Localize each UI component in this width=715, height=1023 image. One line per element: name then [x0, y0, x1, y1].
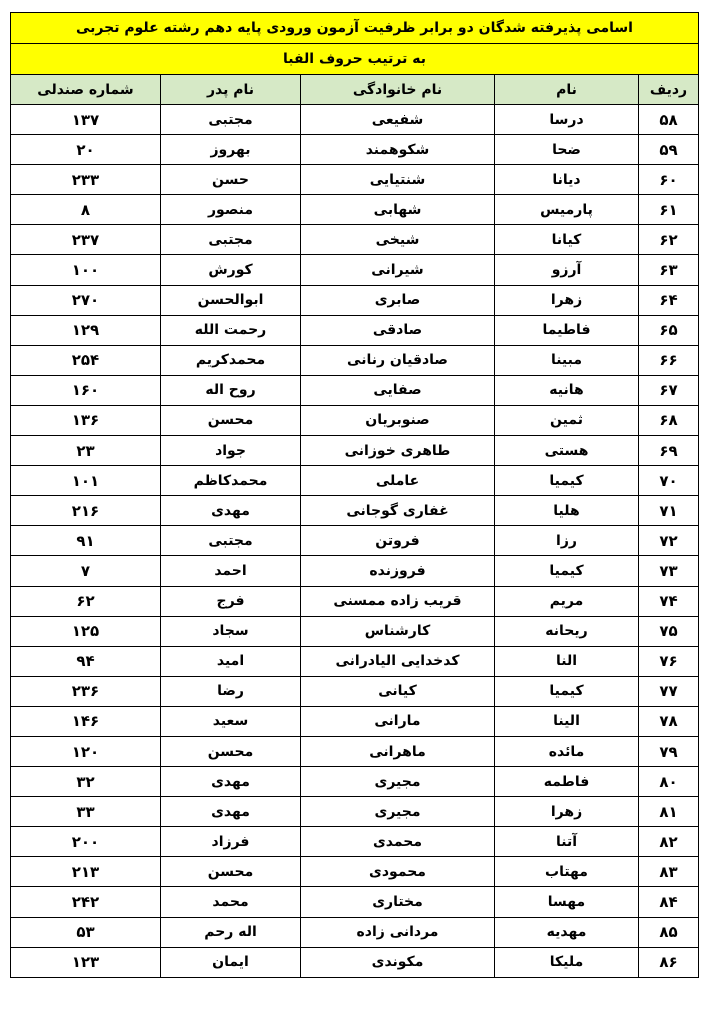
- last-name-cell: شنتیایی: [301, 165, 495, 195]
- header-last-name: نام خانوادگی: [301, 75, 495, 105]
- seat-number-cell: ۲۱۶: [10, 496, 160, 526]
- table-row: [10, 195, 698, 225]
- seat-number-cell: ۲۷۰: [10, 285, 160, 315]
- first-name-cell: فاطمه: [495, 767, 639, 797]
- title-line-1: اسامی پذیرفته شدگان دو برابر ظرفیت آزمون ورودی پایه دهم رشته علوم تجربی: [10, 13, 698, 44]
- rank-cell: ۸۲: [639, 827, 699, 857]
- first-name-cell: مهتاب: [495, 857, 639, 887]
- first-name-cell: مبینا: [495, 345, 639, 375]
- first-name-cell: پارمیس: [495, 195, 639, 225]
- seat-number-cell: ۲۳۳: [10, 165, 160, 195]
- seat-number-cell: ۲۴۲: [10, 887, 160, 917]
- last-name-cell: شیرانی: [301, 255, 495, 285]
- admission-table: [10, 12, 699, 978]
- last-name-cell: عاملی: [301, 466, 495, 496]
- table-row: [10, 105, 698, 135]
- seat-number-cell: ۱۲۵: [10, 616, 160, 646]
- last-name-cell: قریب زاده ممسنی: [301, 586, 495, 616]
- rank-cell: ۶۷: [639, 375, 699, 405]
- seat-number-cell: ۲۱۳: [10, 857, 160, 887]
- rank-cell: ۸۶: [639, 947, 699, 977]
- father-name-cell: سعید: [161, 706, 301, 736]
- last-name-cell: کدخدایی الیادرانی: [301, 646, 495, 676]
- rank-cell: ۶۳: [639, 255, 699, 285]
- table-row: [10, 827, 698, 857]
- header-first-name: نام: [495, 75, 639, 105]
- father-name-cell: ابوالحسن: [161, 285, 301, 315]
- rank-cell: ۶۶: [639, 345, 699, 375]
- last-name-cell: شفیعی: [301, 105, 495, 135]
- father-name-cell: جواد: [161, 436, 301, 466]
- last-name-cell: مکوندی: [301, 947, 495, 977]
- rank-cell: ۷۳: [639, 556, 699, 586]
- table-row: [10, 917, 698, 947]
- last-name-cell: محمدی: [301, 827, 495, 857]
- table-body: [10, 105, 698, 978]
- table-row: [10, 496, 698, 526]
- rank-cell: ۷۸: [639, 706, 699, 736]
- father-name-cell: فرج: [161, 586, 301, 616]
- last-name-cell: مجیری: [301, 767, 495, 797]
- rank-cell: ۸۳: [639, 857, 699, 887]
- rank-cell: ۵۸: [639, 105, 699, 135]
- first-name-cell: مریم: [495, 586, 639, 616]
- last-name-cell: فروزنده: [301, 556, 495, 586]
- father-name-cell: ایمان: [161, 947, 301, 977]
- last-name-cell: مردانی زاده: [301, 917, 495, 947]
- header-father-name: نام پدر: [161, 75, 301, 105]
- seat-number-cell: ۹۴: [10, 646, 160, 676]
- first-name-cell: کیمیا: [495, 556, 639, 586]
- first-name-cell: ملیکا: [495, 947, 639, 977]
- first-name-cell: زهرا: [495, 797, 639, 827]
- father-name-cell: محسن: [161, 736, 301, 766]
- seat-number-cell: ۵۳: [10, 917, 160, 947]
- table-row: [10, 526, 698, 556]
- first-name-cell: آرزو: [495, 255, 639, 285]
- seat-number-cell: ۱۳۶: [10, 405, 160, 435]
- father-name-cell: بهروز: [161, 135, 301, 165]
- father-name-cell: مهدی: [161, 797, 301, 827]
- rank-cell: ۸۰: [639, 767, 699, 797]
- seat-number-cell: ۲۰: [10, 135, 160, 165]
- father-name-cell: رضا: [161, 676, 301, 706]
- seat-number-cell: ۲۳: [10, 436, 160, 466]
- last-name-cell: شکوهمند: [301, 135, 495, 165]
- first-name-cell: کیمیا: [495, 466, 639, 496]
- table-row: [10, 135, 698, 165]
- first-name-cell: مهسا: [495, 887, 639, 917]
- last-name-cell: کیانی: [301, 676, 495, 706]
- father-name-cell: مجتبی: [161, 105, 301, 135]
- table-row: [10, 947, 698, 977]
- father-name-cell: امید: [161, 646, 301, 676]
- first-name-cell: النا: [495, 646, 639, 676]
- first-name-cell: هستی: [495, 436, 639, 466]
- father-name-cell: منصور: [161, 195, 301, 225]
- table-row: [10, 225, 698, 255]
- first-name-cell: هلیا: [495, 496, 639, 526]
- last-name-cell: مارانی: [301, 706, 495, 736]
- last-name-cell: محمودی: [301, 857, 495, 887]
- last-name-cell: شیخی: [301, 225, 495, 255]
- last-name-cell: غفاری گوجانی: [301, 496, 495, 526]
- first-name-cell: مائده: [495, 736, 639, 766]
- first-name-cell: کیانا: [495, 225, 639, 255]
- seat-number-cell: ۲۵۴: [10, 345, 160, 375]
- last-name-cell: کارشناس: [301, 616, 495, 646]
- rank-cell: ۷۱: [639, 496, 699, 526]
- seat-number-cell: ۲۰۰: [10, 827, 160, 857]
- table-row: [10, 255, 698, 285]
- seat-number-cell: ۱۶۰: [10, 375, 160, 405]
- table-row: [10, 646, 698, 676]
- seat-number-cell: ۱۴۶: [10, 706, 160, 736]
- rank-cell: ۶۹: [639, 436, 699, 466]
- first-name-cell: درسا: [495, 105, 639, 135]
- table-row: [10, 345, 698, 375]
- seat-number-cell: ۱۲۳: [10, 947, 160, 977]
- seat-number-cell: ۳۳: [10, 797, 160, 827]
- first-name-cell: ریحانه: [495, 616, 639, 646]
- rank-cell: ۶۴: [639, 285, 699, 315]
- header-row: [10, 75, 698, 105]
- seat-number-cell: ۱۲۹: [10, 315, 160, 345]
- table-row: [10, 315, 698, 345]
- rank-cell: ۸۱: [639, 797, 699, 827]
- rank-cell: ۶۲: [639, 225, 699, 255]
- table-row: [10, 616, 698, 646]
- rank-cell: ۶۵: [639, 315, 699, 345]
- father-name-cell: کورش: [161, 255, 301, 285]
- first-name-cell: زهرا: [495, 285, 639, 315]
- rank-cell: ۷۹: [639, 736, 699, 766]
- last-name-cell: ماهرانی: [301, 736, 495, 766]
- rank-cell: ۷۴: [639, 586, 699, 616]
- table-row: [10, 797, 698, 827]
- table-row: [10, 556, 698, 586]
- rank-cell: ۶۸: [639, 405, 699, 435]
- father-name-cell: مهدی: [161, 496, 301, 526]
- seat-number-cell: ۱۰۱: [10, 466, 160, 496]
- first-name-cell: مهدیه: [495, 917, 639, 947]
- father-name-cell: محسن: [161, 405, 301, 435]
- last-name-cell: صنوبریان: [301, 405, 495, 435]
- table-row: [10, 736, 698, 766]
- table-row: [10, 405, 698, 435]
- header-seat-number: شماره صندلی: [10, 75, 160, 105]
- last-name-cell: مختاری: [301, 887, 495, 917]
- rank-cell: ۶۱: [639, 195, 699, 225]
- rank-cell: ۶۰: [639, 165, 699, 195]
- seat-number-cell: ۸: [10, 195, 160, 225]
- rank-cell: ۷۰: [639, 466, 699, 496]
- father-name-cell: مجتبی: [161, 526, 301, 556]
- father-name-cell: محمد: [161, 887, 301, 917]
- seat-number-cell: ۱۳۷: [10, 105, 160, 135]
- table-row: [10, 466, 698, 496]
- last-name-cell: صابری: [301, 285, 495, 315]
- rank-cell: ۷۵: [639, 616, 699, 646]
- first-name-cell: ضحا: [495, 135, 639, 165]
- rank-cell: ۵۹: [639, 135, 699, 165]
- father-name-cell: محمدکاظم: [161, 466, 301, 496]
- first-name-cell: کیمیا: [495, 676, 639, 706]
- rank-cell: ۷۶: [639, 646, 699, 676]
- last-name-cell: صادقی: [301, 315, 495, 345]
- table-row: [10, 857, 698, 887]
- last-name-cell: طاهری خوزانی: [301, 436, 495, 466]
- father-name-cell: رحمت الله: [161, 315, 301, 345]
- seat-number-cell: ۱۰۰: [10, 255, 160, 285]
- father-name-cell: محمدکریم: [161, 345, 301, 375]
- last-name-cell: فروتن: [301, 526, 495, 556]
- table-row: [10, 887, 698, 917]
- first-name-cell: ثمین: [495, 405, 639, 435]
- father-name-cell: اله رحم: [161, 917, 301, 947]
- father-name-cell: سجاد: [161, 616, 301, 646]
- table-row: [10, 586, 698, 616]
- last-name-cell: مجیری: [301, 797, 495, 827]
- first-name-cell: فاطیما: [495, 315, 639, 345]
- first-name-cell: هانیه: [495, 375, 639, 405]
- title-line-2: به ترتیب حروف الفبا: [10, 44, 698, 75]
- seat-number-cell: ۲۳۶: [10, 676, 160, 706]
- table-row: [10, 165, 698, 195]
- seat-number-cell: ۳۲: [10, 767, 160, 797]
- first-name-cell: رزا: [495, 526, 639, 556]
- table-row: [10, 767, 698, 797]
- seat-number-cell: ۲۳۷: [10, 225, 160, 255]
- first-name-cell: آتنا: [495, 827, 639, 857]
- rank-cell: ۷۲: [639, 526, 699, 556]
- header-rank: ردیف: [639, 75, 699, 105]
- first-name-cell: دیانا: [495, 165, 639, 195]
- rank-cell: ۸۴: [639, 887, 699, 917]
- father-name-cell: احمد: [161, 556, 301, 586]
- father-name-cell: فرزاد: [161, 827, 301, 857]
- table-row: [10, 285, 698, 315]
- last-name-cell: صفایی: [301, 375, 495, 405]
- last-name-cell: صادقیان رنانی: [301, 345, 495, 375]
- father-name-cell: مجتبی: [161, 225, 301, 255]
- seat-number-cell: ۹۱: [10, 526, 160, 556]
- rank-cell: ۸۵: [639, 917, 699, 947]
- father-name-cell: مهدی: [161, 767, 301, 797]
- seat-number-cell: ۶۲: [10, 586, 160, 616]
- admission-list-sheet: [11, 12, 699, 978]
- table-row: [10, 436, 698, 466]
- father-name-cell: روح اله: [161, 375, 301, 405]
- first-name-cell: الینا: [495, 706, 639, 736]
- father-name-cell: حسن: [161, 165, 301, 195]
- last-name-cell: شهابی: [301, 195, 495, 225]
- seat-number-cell: ۷: [10, 556, 160, 586]
- seat-number-cell: ۱۲۰: [10, 736, 160, 766]
- father-name-cell: محسن: [161, 857, 301, 887]
- table-row: [10, 676, 698, 706]
- rank-cell: ۷۷: [639, 676, 699, 706]
- table-row: [10, 375, 698, 405]
- table-row: [10, 706, 698, 736]
